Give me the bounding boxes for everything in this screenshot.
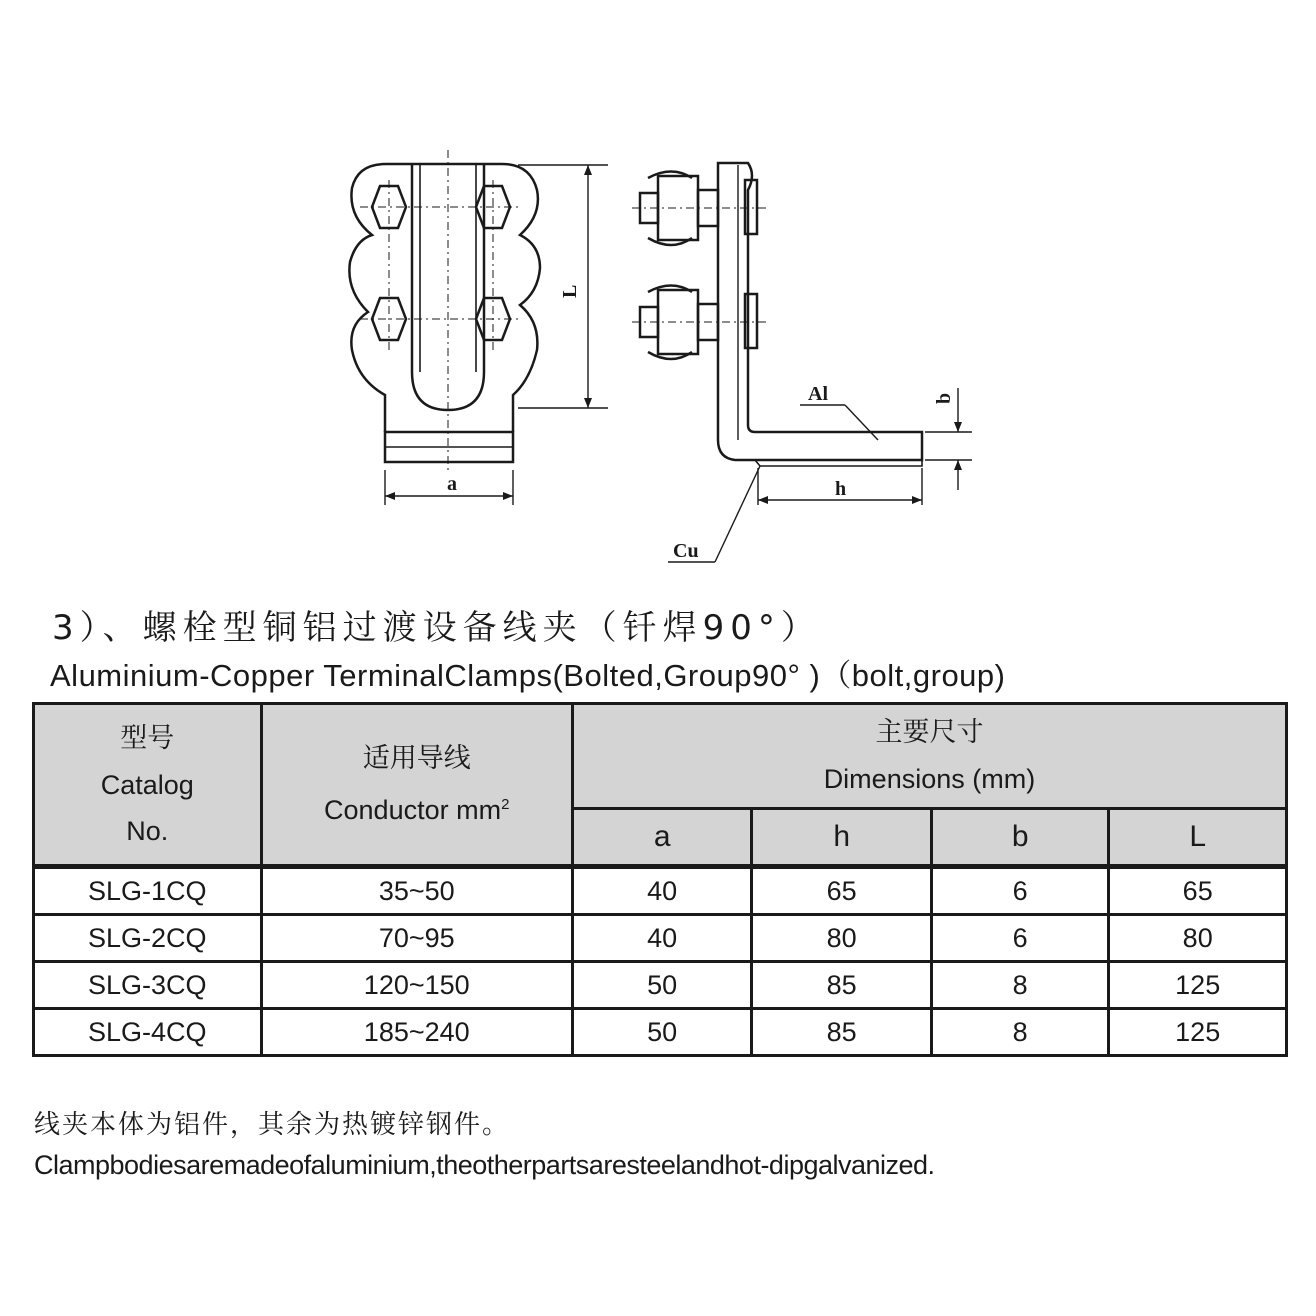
cell-conductor: 120~150 bbox=[261, 962, 572, 1009]
header-conductor-en: Conductor $mm^2$ bbox=[324, 795, 510, 825]
cell-h: 80 bbox=[752, 915, 932, 962]
cell-b: 6 bbox=[931, 915, 1108, 962]
cell-catalog: SLG-2CQ bbox=[34, 915, 262, 962]
header-catalog-cn: 型号 bbox=[120, 722, 175, 754]
cell-conductor: 185~240 bbox=[261, 1009, 572, 1056]
section-title-en: Aluminium-Copper TerminalClamps(Bolted,Group90° )（bolt,group) bbox=[50, 658, 1006, 693]
material-label-cu: Cu bbox=[673, 540, 699, 562]
cell-h: 85 bbox=[752, 1009, 932, 1056]
dim-label-h: h bbox=[835, 478, 847, 500]
header-conductor bbox=[261, 704, 572, 867]
material-label-al: Al bbox=[808, 383, 828, 405]
table-row bbox=[34, 962, 1287, 1009]
cell-h: 65 bbox=[752, 867, 932, 915]
header-catalog bbox=[34, 704, 262, 867]
header-dim-h: h bbox=[752, 809, 932, 867]
header-catalog-no: No. bbox=[126, 815, 169, 846]
header-conductor-cn: 适用导线 bbox=[362, 743, 471, 774]
cell-L: 125 bbox=[1109, 1009, 1287, 1056]
cell-a: 40 bbox=[572, 915, 752, 962]
dim-label-b: b bbox=[933, 392, 955, 404]
cell-catalog: SLG-1CQ bbox=[34, 867, 262, 915]
clamp-technical-drawing bbox=[330, 150, 990, 590]
section-title-cn: 3）、螺栓型铜铝过渡设备线夹（钎焊90°） bbox=[52, 608, 821, 648]
cell-b: 6 bbox=[931, 867, 1108, 915]
cell-b: 8 bbox=[931, 962, 1108, 1009]
side-view-outline bbox=[718, 163, 922, 460]
header-dimensions-en: Dimensions (mm) bbox=[823, 764, 1036, 794]
cell-L: 65 bbox=[1109, 867, 1287, 915]
cell-L: 80 bbox=[1109, 915, 1287, 962]
cell-conductor: 35~50 bbox=[261, 867, 572, 915]
cell-catalog: SLG-3CQ bbox=[34, 962, 262, 1009]
cell-b: 8 bbox=[931, 1009, 1108, 1056]
cell-a: 50 bbox=[572, 962, 752, 1009]
table-row bbox=[34, 915, 1287, 962]
cell-a: 40 bbox=[572, 867, 752, 915]
header-dim-a: a bbox=[572, 809, 752, 867]
table-row bbox=[34, 867, 1287, 915]
note-cn: 线夹本体为铝件，其余为热镀锌钢件。 bbox=[34, 1110, 511, 1140]
spec-table bbox=[32, 702, 1288, 1057]
dim-label-L: L bbox=[559, 284, 581, 298]
header-dim-b: b bbox=[931, 809, 1108, 867]
table-row bbox=[34, 1009, 1287, 1056]
header-catalog-en: Catalog bbox=[100, 769, 194, 800]
cell-L: 125 bbox=[1109, 962, 1287, 1009]
cell-conductor: 70~95 bbox=[261, 915, 572, 962]
cell-catalog: SLG-4CQ bbox=[34, 1009, 262, 1056]
header-dim-L: L bbox=[1109, 809, 1287, 867]
note-en: Clampbodiesaremadeofaluminium,theotherpartsaresteelandhot-dipgalvanized. bbox=[34, 1150, 935, 1180]
cell-h: 85 bbox=[752, 962, 932, 1009]
dim-label-a: a bbox=[447, 473, 457, 495]
header-dimensions-cn: 主要尺寸 bbox=[875, 717, 984, 748]
cell-a: 50 bbox=[572, 1009, 752, 1056]
front-view-outline bbox=[349, 164, 540, 432]
header-dimensions bbox=[572, 704, 1286, 809]
